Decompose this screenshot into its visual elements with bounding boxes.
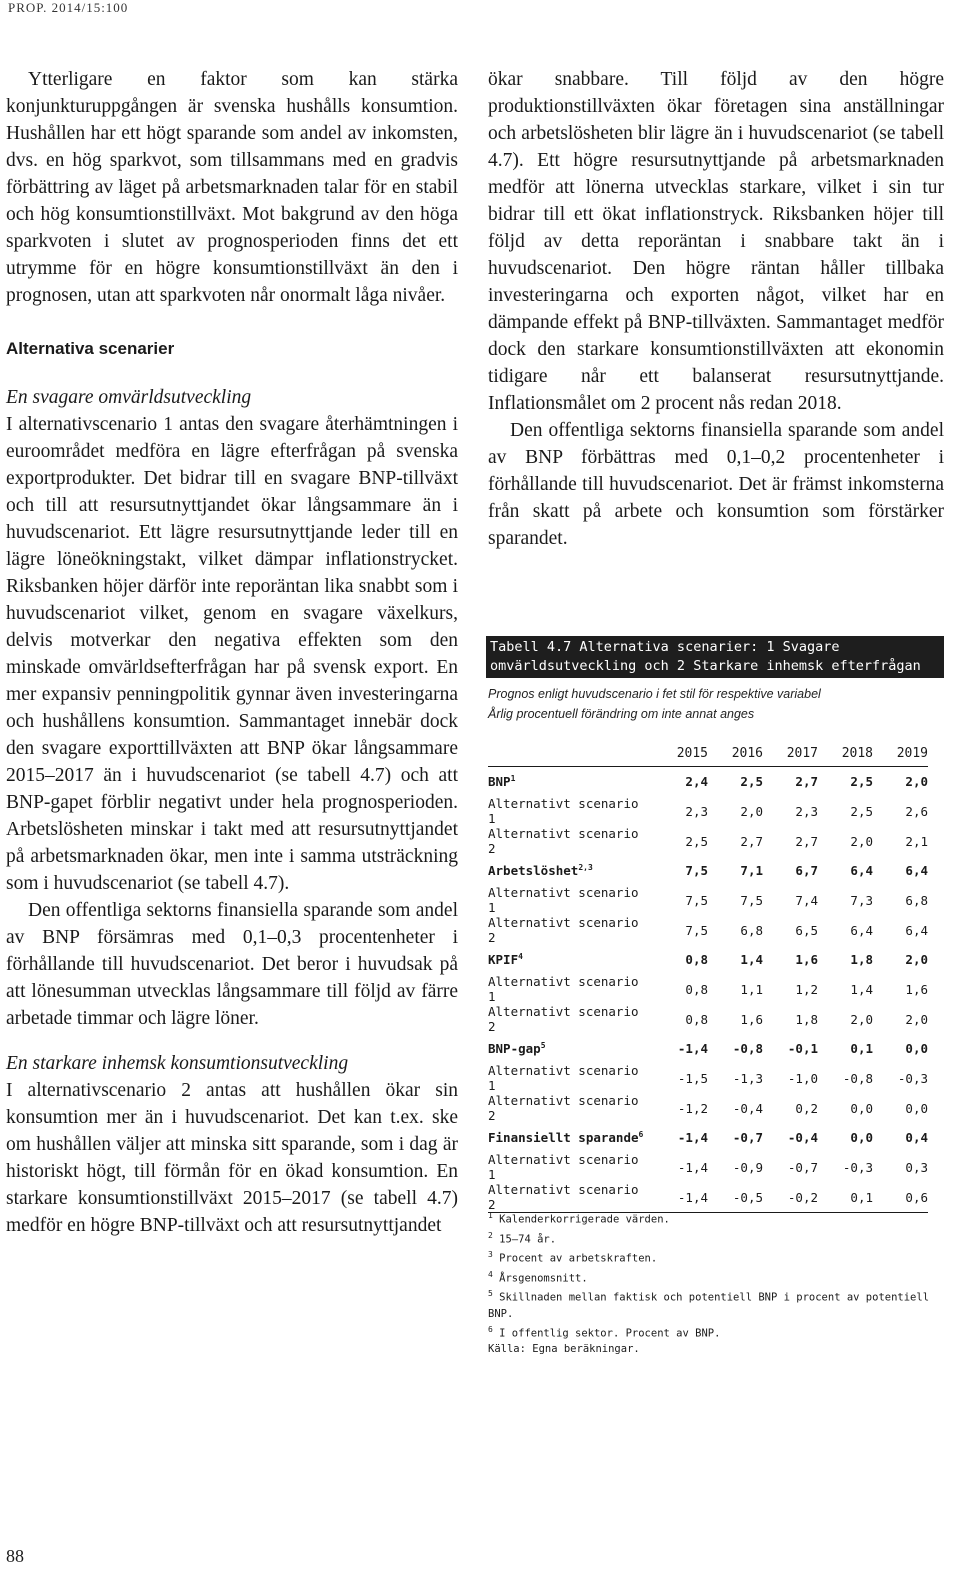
value-cell: -0,7 bbox=[732, 1130, 763, 1145]
table-row bbox=[488, 826, 928, 856]
footnote-ref: 1 bbox=[510, 773, 516, 783]
footnote bbox=[488, 1228, 960, 1248]
value-cell: 1,6 bbox=[740, 1011, 763, 1027]
value-cell: 2,1 bbox=[905, 833, 928, 849]
value-cell: 1,4 bbox=[850, 981, 873, 997]
table-row bbox=[488, 885, 928, 915]
value-cell: 6,5 bbox=[795, 922, 818, 938]
row-label-text: BNP bbox=[488, 774, 511, 790]
value-cell: 0,0 bbox=[905, 1100, 928, 1116]
value-cell: -1,4 bbox=[677, 1130, 708, 1145]
paragraph: I alternativscenario 1 antas den svagare återhämtningen i euroområdet medföra en lägre efterfrågan på svenska exportprodukter. Det bidrar till en svagare BNP-tillväxt och till att resursutnyttjandet ökar långsammare än i huvudscenariot. Ett lägre resursutnyttjande leder till en lägre löneökningstakt, vilket dämpar inflationstrycket. Riksbanken höjer därför inte reporäntan lika snabbt som i huvudscenariot vilket, genom en svagare växelkurs, delvis motverkar den negativa effekten som den minskade omvärldsefterfrågan har på svensk export. En mer expansiv penningpolitik gynnar även investeringarna och hushållens konsumtion. Sammantaget innebär dock den svagare exporttillväxten att BNP ökar långsammare 2015–2017 än i huvudscenariot (se tabell 4.7) och att BNP-gapet förblir negativt under hela prognosperioden. Arbetslösheten minskar i takt med att resursutnyttjandet på arbetsmarknaden ökar, men inte i samma utsträckning som i huvudscenariot (se tabell 4.7). bbox=[6, 414, 458, 894]
year-header: 2015 bbox=[653, 740, 708, 767]
table-row bbox=[488, 1093, 928, 1123]
row-label bbox=[488, 826, 653, 856]
value-cell: 0,0 bbox=[905, 1041, 928, 1056]
paragraph: Den offentliga sektorns finansiella sparande som andel av BNP försämras med 0,1–0,3 procentenheter i förhållande till huvudscenariot. Det beror i huvudsak på att lönesumman utvecklas långsammare till följd av färre arbetade timmar och lägre löner. bbox=[6, 900, 458, 1029]
footnote-text: Årsgenomsnitt. bbox=[499, 1272, 588, 1284]
table-subtitle-line: Årlig procentuell förändring om inte annat anges bbox=[488, 707, 755, 721]
footnote bbox=[488, 1286, 960, 1322]
year-header: 2017 bbox=[763, 740, 818, 767]
value-cell: -1,4 bbox=[653, 1182, 708, 1213]
value-cell: 2,7 bbox=[740, 833, 763, 849]
paragraph: Ytterligare en faktor som kan stärka konjunkturuppgången är svenska hushålls konsumtion. Hushållen har ett högt sparande som andel av inkomsten, dvs. en hög sparkvot, som tillsammans med en gradvis förbättring av läget på arbetsmarknaden talar för en stabil och hög konsumtionstillväxt. Mot bakgrund av den höga sparkvoten i slutet av prognosperioden finns det ett utrymme för en högre konsumtionstillväxt än den i prognosen, utan att sparkvoten når onormalt låga nivåer. bbox=[6, 69, 458, 306]
row-label bbox=[488, 767, 653, 797]
row-label bbox=[488, 915, 653, 945]
left-column bbox=[6, 66, 458, 1239]
value-cell: 2,0 bbox=[905, 774, 928, 789]
value-cell: 2,5 bbox=[850, 774, 873, 789]
paragraph: I alternativscenario 2 antas att hushållen ökar sin konsumtion mer än i huvudscenariot. Det kan t.ex. ske om hushållen väljer att minska sitt sparande, som i dag är historiskt högt, till förmån för en ökad konsumtion. En starkare konsumtionstillväxt 2015–2017 (se tabell 4.7) medför en högre BNP-tillväxt och att resursutnyttjandet bbox=[6, 1080, 458, 1236]
year-header: 2019 bbox=[873, 740, 928, 767]
row-label-text: Alternativt scenario 1 bbox=[488, 1152, 639, 1182]
footnote-number: 4 bbox=[488, 1269, 493, 1279]
footnote-number: 5 bbox=[488, 1289, 493, 1298]
row-label-text: KPIF bbox=[488, 952, 519, 968]
value-cell: 2,6 bbox=[905, 803, 928, 819]
value-cell: 2,0 bbox=[740, 803, 763, 819]
paragraph: ökar snabbare. Till följd av den högre produktionstillväxten ökar företagen sina anställningar och arbetslösheten blir lägre än i huvudscenariot (se tabell 4.7). Ett högre resursutnyttjande på arbetsmarknaden medför att lönerna utvecklas starkare, vilket i sin tur bidrar till ett ökat inflationstryck. Riksbanken höjer till följd av detta reporäntan i snabbare takt än i huvudscenariot. Den högre räntan håller tillbaka investeringarna och exporten något, vilket har en dämpande effekt på BNP-tillväxten. Sammantaget medför dock den starkare konsumtionstillväxten att ekonomin tidigare når ett balanserat resursutnyttjande. Inflationsmålet om 2 procent nås redan 2018. bbox=[488, 69, 944, 414]
right-column bbox=[488, 66, 944, 552]
row-label-text: Alternativt scenario 2 bbox=[488, 826, 639, 856]
table-subtitle-line: Prognos enligt huvudscenario i fet stil för respektive variabel bbox=[488, 687, 821, 701]
value-cell: 7,5 bbox=[740, 892, 763, 908]
table-footnotes bbox=[488, 1208, 960, 1357]
value-cell: -1,2 bbox=[677, 1100, 708, 1116]
table-row bbox=[488, 856, 928, 885]
table-row bbox=[488, 796, 928, 826]
value-cell: 6,8 bbox=[740, 922, 763, 938]
value-cell: 2,0 bbox=[850, 833, 873, 849]
value-cell: 2,0 bbox=[850, 1011, 873, 1027]
value-cell: 6,4 bbox=[905, 863, 928, 878]
value-cell: 6,4 bbox=[905, 922, 928, 938]
value-cell: 0,1 bbox=[818, 1182, 873, 1213]
value-cell: -0,3 bbox=[842, 1159, 873, 1175]
value-cell: 6,7 bbox=[795, 863, 818, 878]
value-cell: -0,4 bbox=[732, 1100, 763, 1116]
value-cell: 2,3 bbox=[685, 803, 708, 819]
footnote-number: 6 bbox=[488, 1324, 493, 1334]
value-cell: 0,8 bbox=[685, 1011, 708, 1027]
table-row bbox=[488, 1034, 928, 1063]
footnote-number: 3 bbox=[488, 1250, 493, 1259]
table-row bbox=[488, 1123, 928, 1152]
value-cell: 1,4 bbox=[740, 952, 763, 967]
row-label-text: Alternativt scenario 2 bbox=[488, 1004, 639, 1034]
subheading: En svagare omvärldsutveckling bbox=[6, 387, 252, 408]
value-cell: 1,8 bbox=[850, 952, 873, 967]
footnote bbox=[488, 1208, 960, 1228]
value-cell: 2,0 bbox=[905, 952, 928, 967]
value-cell: 2,5 bbox=[850, 803, 873, 819]
row-label bbox=[488, 1093, 653, 1123]
row-label-text: Alternativt scenario 1 bbox=[488, 796, 639, 826]
row-label-text: Alternativt scenario 1 bbox=[488, 974, 639, 1004]
value-cell: 0,2 bbox=[795, 1100, 818, 1116]
footnote-ref: 2,3 bbox=[578, 862, 593, 872]
footnote-text: Skillnaden mellan faktisk och potentiell BNP i procent av potentiell BNP. bbox=[488, 1291, 930, 1320]
value-cell: -0,7 bbox=[787, 1159, 818, 1175]
value-cell: 2,3 bbox=[795, 803, 818, 819]
row-label bbox=[488, 974, 653, 1004]
year-header: 2018 bbox=[818, 740, 873, 767]
row-label bbox=[488, 1063, 653, 1093]
value-cell: 1,1 bbox=[740, 981, 763, 997]
table-row bbox=[488, 1152, 928, 1182]
value-cell: -0,1 bbox=[787, 1041, 818, 1056]
value-cell: 7,3 bbox=[850, 892, 873, 908]
table-row bbox=[488, 767, 928, 797]
subheading: En starkare inhemsk konsumtionsutveckling bbox=[6, 1053, 349, 1074]
value-cell: 0,3 bbox=[905, 1159, 928, 1175]
value-cell: 1,2 bbox=[795, 981, 818, 997]
value-cell: 2,5 bbox=[740, 774, 763, 789]
year-header: 2016 bbox=[708, 740, 763, 767]
value-cell: 0,6 bbox=[873, 1182, 928, 1213]
header-cell-blank bbox=[488, 740, 653, 767]
value-cell: 0,8 bbox=[685, 952, 708, 967]
row-label bbox=[488, 796, 653, 826]
value-cell: 2,0 bbox=[905, 1011, 928, 1027]
value-cell: 6,4 bbox=[850, 922, 873, 938]
row-label-text: Alternativt scenario 1 bbox=[488, 1063, 639, 1093]
row-label bbox=[488, 945, 653, 974]
table-row bbox=[488, 1004, 928, 1034]
row-label-text: Arbetslöshet bbox=[488, 863, 579, 879]
value-cell: 0,0 bbox=[850, 1100, 873, 1116]
table-source: Källa: Egna beräkningar. bbox=[488, 1343, 640, 1355]
value-cell: -1,0 bbox=[787, 1070, 818, 1086]
value-cell: 0,8 bbox=[685, 981, 708, 997]
value-cell: -1,4 bbox=[677, 1159, 708, 1175]
row-label-text: Finansiellt sparande bbox=[488, 1130, 639, 1146]
value-cell: -0,9 bbox=[732, 1159, 763, 1175]
row-label-text: BNP-gap bbox=[488, 1041, 541, 1057]
row-label bbox=[488, 1152, 653, 1182]
value-cell: 7,5 bbox=[685, 863, 708, 878]
footnote-ref: 5 bbox=[540, 1040, 546, 1050]
table-subtitle bbox=[488, 684, 821, 724]
row-label bbox=[488, 1004, 653, 1034]
value-cell: 0,0 bbox=[850, 1130, 873, 1145]
value-cell: -0,3 bbox=[897, 1070, 928, 1086]
value-cell: 7,5 bbox=[685, 922, 708, 938]
footnote-number: 1 bbox=[488, 1211, 493, 1220]
table-header-row bbox=[488, 740, 928, 767]
value-cell: 7,4 bbox=[795, 892, 818, 908]
value-cell: 0,4 bbox=[905, 1130, 928, 1145]
value-cell: 2,7 bbox=[795, 774, 818, 789]
value-cell: -1,3 bbox=[732, 1070, 763, 1086]
value-cell: 1,8 bbox=[795, 1011, 818, 1027]
row-label-text: Alternativt scenario 1 bbox=[488, 885, 639, 915]
footnote-text: I offentlig sektor. Procent av BNP. bbox=[499, 1327, 721, 1339]
data-table bbox=[488, 740, 928, 1213]
value-cell: 2,5 bbox=[685, 833, 708, 849]
value-cell: -0,4 bbox=[787, 1130, 818, 1145]
page-header: PROP. 2014/15:100 bbox=[8, 0, 129, 15]
row-label bbox=[488, 856, 653, 885]
row-label-text: Alternativt scenario 2 bbox=[488, 1182, 639, 1212]
footnote-ref: 4 bbox=[518, 951, 523, 961]
table-row bbox=[488, 945, 928, 974]
paragraph: Den offentliga sektorns finansiella sparande som andel av BNP förbättras med 0,1–0,2 procentenheter i förhållande till huvudscenariot. Det är främst inkomsterna från skatt på arbete och konsumtion som förstärker sparandet. bbox=[488, 420, 944, 549]
row-label-text: Alternativt scenario 2 bbox=[488, 915, 639, 945]
value-cell: 6,4 bbox=[850, 863, 873, 878]
row-label bbox=[488, 885, 653, 915]
value-cell: 1,6 bbox=[795, 952, 818, 967]
table-title: Tabell 4.7 Alternativa scenarier: 1 Svagare omvärldsutveckling och 2 Starkare inhemsk efterfrågan bbox=[486, 636, 944, 678]
footnote-number: 2 bbox=[488, 1230, 493, 1240]
footnote bbox=[488, 1322, 960, 1342]
value-cell: -1,4 bbox=[677, 1041, 708, 1056]
value-cell: 0,1 bbox=[850, 1041, 873, 1056]
row-label bbox=[488, 1034, 653, 1063]
table-body bbox=[488, 767, 928, 1213]
footnote bbox=[488, 1247, 960, 1267]
section-heading: Alternativa scenarier bbox=[6, 339, 175, 358]
table-row bbox=[488, 974, 928, 1004]
value-cell: 2,7 bbox=[795, 833, 818, 849]
value-cell: -0,8 bbox=[842, 1070, 873, 1086]
value-cell: 1,6 bbox=[905, 981, 928, 997]
value-cell: -0,2 bbox=[763, 1182, 818, 1213]
table-row bbox=[488, 1063, 928, 1093]
row-label bbox=[488, 1123, 653, 1152]
footnote-text: Kalenderkorrigerade värden. bbox=[499, 1213, 670, 1226]
footnote-ref: 6 bbox=[638, 1129, 644, 1139]
value-cell: 6,8 bbox=[905, 892, 928, 908]
footnote-text: Procent av arbetskraften. bbox=[499, 1252, 658, 1265]
row-label-text: Alternativt scenario 2 bbox=[488, 1093, 639, 1123]
value-cell: -0,8 bbox=[732, 1041, 763, 1056]
value-cell: -0,5 bbox=[708, 1182, 763, 1213]
page-number: 88 bbox=[6, 1546, 24, 1566]
value-cell: 2,4 bbox=[685, 774, 708, 789]
footnote bbox=[488, 1267, 960, 1287]
footnote-text: 15–74 år. bbox=[499, 1233, 557, 1245]
table-row bbox=[488, 915, 928, 945]
value-cell: 7,1 bbox=[740, 863, 763, 878]
value-cell: -1,5 bbox=[677, 1070, 708, 1086]
value-cell: 7,5 bbox=[685, 892, 708, 908]
